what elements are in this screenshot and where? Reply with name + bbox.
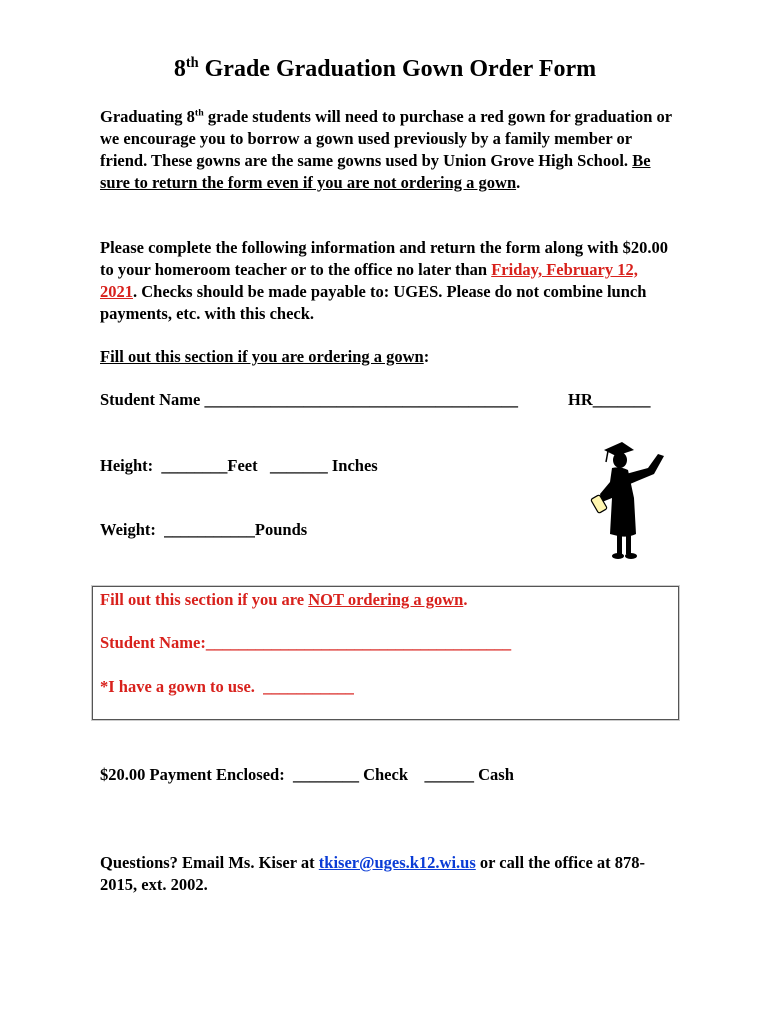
not-ordering-heading-text: Fill out this section if you are bbox=[100, 590, 309, 609]
intro-text-end: . bbox=[516, 173, 521, 192]
intro-superscript: th bbox=[194, 107, 204, 119]
intro-underlined-notice: Be sure to return the form even if you are not ordering a gown bbox=[100, 151, 651, 192]
title-prefix: 8 bbox=[173, 56, 186, 82]
not-ordering-heading bbox=[100, 590, 467, 610]
not-ordering-heading-end: . bbox=[463, 590, 468, 609]
ordering-section-heading bbox=[100, 347, 429, 367]
deadline-date: Friday, February 12, 2021 bbox=[100, 260, 638, 301]
questions-text-a: Questions? Email Ms. Kiser at bbox=[100, 853, 319, 872]
height-field[interactable]: Height: ________Feet _______ Inches bbox=[100, 456, 378, 475]
student-name-field[interactable]: Student Name ______________________________________ bbox=[100, 390, 519, 409]
weight-field[interactable]: Weight: ___________Pounds bbox=[100, 520, 308, 539]
intro-text-b: grade students will need to purchase a red gown for graduation or we encourage you to borrow a gown used previously by a family member or friend. These gowns are the same gowns used by Union Grove High School. bbox=[100, 107, 672, 170]
have-gown-field[interactable]: *I have a gown to use. ___________ bbox=[100, 677, 354, 696]
graduate-silhouette-icon bbox=[588, 438, 672, 562]
ordering-heading-colon: : bbox=[423, 347, 430, 366]
not-ordering-emphasis: NOT ordering a gown bbox=[308, 590, 464, 609]
instructions-text-a: Please complete the following information and return the form along with $20.00 to your homeroom teacher or to the office no later than bbox=[100, 238, 668, 279]
instructions-paragraph bbox=[100, 237, 672, 325]
email-link[interactable]: tkiser@uges.k12.wi.us bbox=[318, 853, 476, 872]
instructions-text-b: . Checks should be made payable to: UGES. Please do not combine lunch payments, etc. with this check. bbox=[100, 282, 647, 323]
page-title bbox=[0, 56, 770, 83]
title-superscript: th bbox=[185, 55, 199, 71]
intro-paragraph bbox=[100, 106, 672, 194]
not-ordering-student-name-field[interactable]: Student Name:_____________________________________ bbox=[100, 633, 512, 652]
questions-paragraph bbox=[100, 852, 672, 896]
title-text: Grade Graduation Gown Order Form bbox=[198, 56, 597, 82]
questions-text-b: or call the office at 878-2015, ext. 2002. bbox=[100, 853, 646, 894]
homeroom-field[interactable]: HR_______ bbox=[568, 390, 651, 409]
intro-text-a: Graduating 8 bbox=[100, 107, 195, 126]
payment-field[interactable]: $20.00 Payment Enclosed: ________ Check ______ Cash bbox=[100, 765, 514, 784]
ordering-heading-text: Fill out this section if you are ordering a gown bbox=[100, 347, 424, 366]
